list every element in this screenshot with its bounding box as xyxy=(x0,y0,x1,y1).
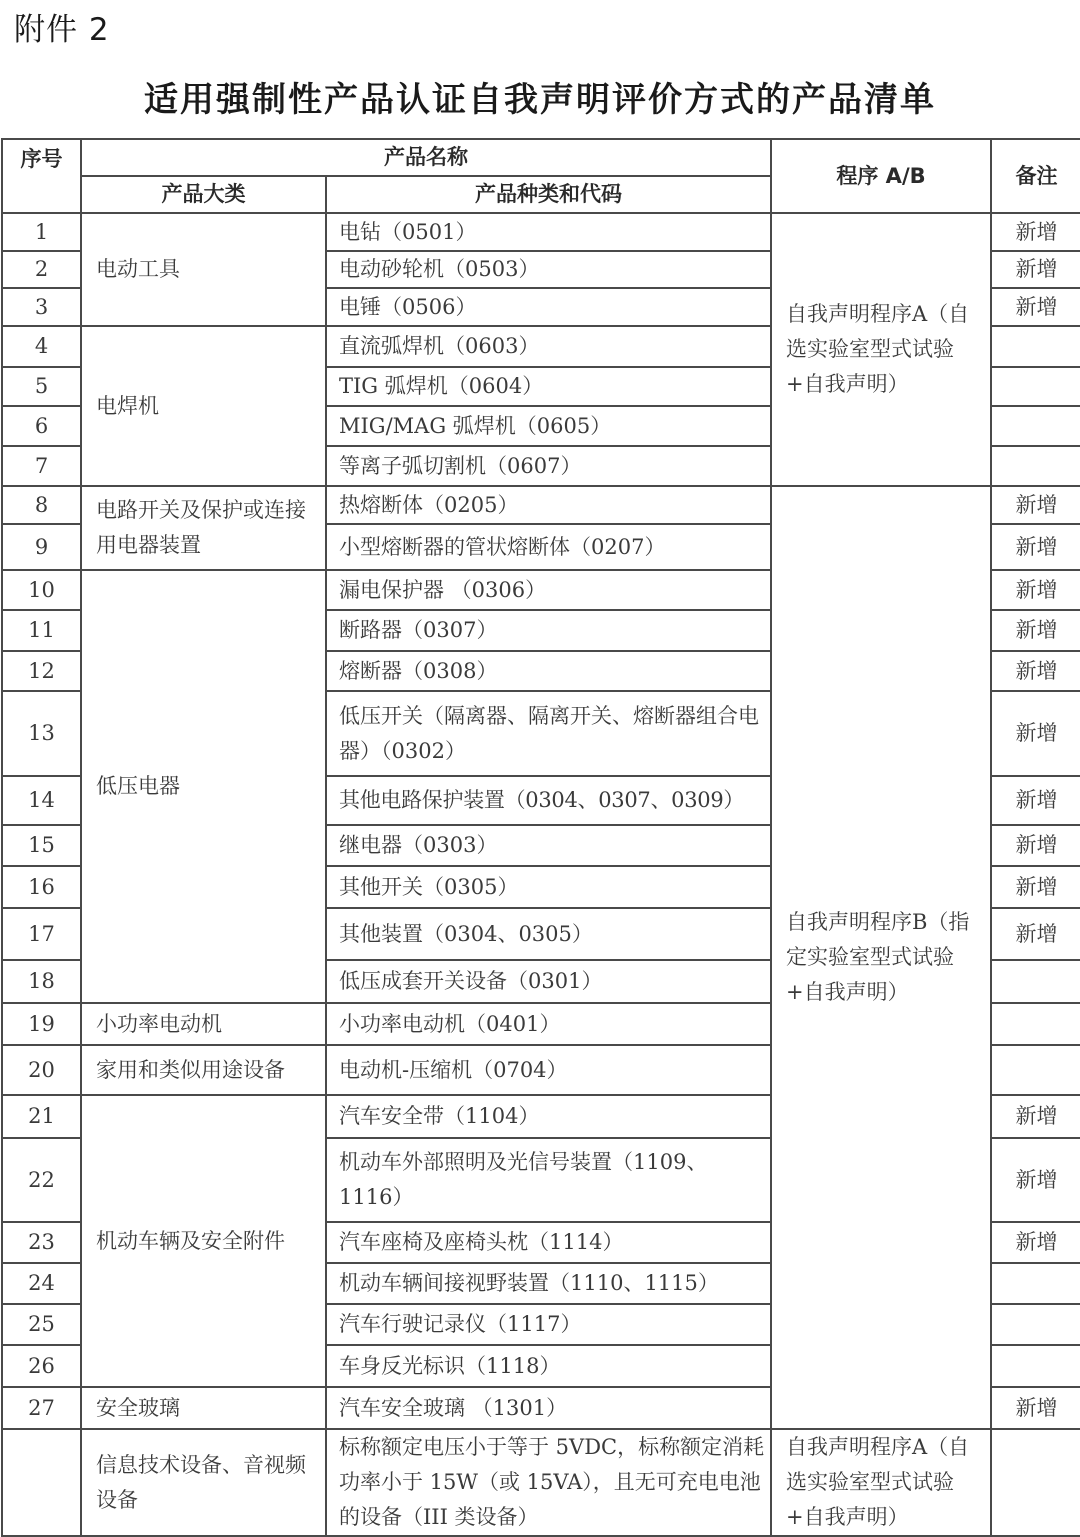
remark-cell: 新增 xyxy=(991,691,1080,776)
product-cell: 汽车安全玻璃 （1301） xyxy=(326,1387,771,1429)
remark-cell xyxy=(991,960,1080,1003)
procedure-cell: 自我声明程序A（自选实验室型式试验+自我声明） xyxy=(771,1429,991,1536)
seq-cell: 6 xyxy=(2,406,81,446)
product-cell: 低压成套开关设备（0301） xyxy=(326,960,771,1003)
seq-cell: 10 xyxy=(2,570,81,610)
remark-cell xyxy=(991,367,1080,406)
seq-cell: 21 xyxy=(2,1095,81,1138)
header-seq: 序号 xyxy=(2,139,81,213)
category-cell: 电焊机 xyxy=(81,326,326,486)
remark-cell xyxy=(991,326,1080,367)
seq-cell: 12 xyxy=(2,651,81,691)
remark-cell xyxy=(991,1045,1080,1095)
product-cell: 其他开关（0305） xyxy=(326,866,771,908)
seq-cell: 16 xyxy=(2,866,81,908)
product-cell: 汽车行驶记录仪（1117） xyxy=(326,1304,771,1345)
procedure-cell: 自我声明程序A（自选实验室型式试验+自我声明） xyxy=(771,213,991,486)
seq-cell: 9 xyxy=(2,524,81,570)
category-cell: 机动车辆及安全附件 xyxy=(81,1095,326,1387)
remark-cell: 新增 xyxy=(991,213,1080,251)
remark-cell: 新增 xyxy=(991,908,1080,960)
product-cell: 机动车外部照明及光信号装置（1109、1116） xyxy=(326,1138,771,1222)
remark-cell: 新增 xyxy=(991,825,1080,866)
product-cell: 熔断器（0308） xyxy=(326,651,771,691)
remark-cell: 新增 xyxy=(991,288,1080,326)
product-cell: 汽车座椅及座椅头枕（1114） xyxy=(326,1222,771,1263)
remark-cell xyxy=(991,1003,1080,1045)
product-cell: 电锤（0506） xyxy=(326,288,771,326)
seq-cell: 18 xyxy=(2,960,81,1003)
remark-cell: 新增 xyxy=(991,866,1080,908)
table-row xyxy=(2,213,1080,251)
category-cell: 电路开关及保护或连接用电器装置 xyxy=(81,486,326,570)
seq-cell: 3 xyxy=(2,288,81,326)
category-cell: 低压电器 xyxy=(81,570,326,1003)
header-procedure: 程序 A/B xyxy=(771,139,991,213)
remark-cell: 新增 xyxy=(991,524,1080,570)
remark-cell: 新增 xyxy=(991,251,1080,288)
category-cell: 安全玻璃 xyxy=(81,1387,326,1429)
seq-cell: 4 xyxy=(2,326,81,367)
remark-cell xyxy=(991,1304,1080,1345)
category-cell: 小功率电动机 xyxy=(81,1003,326,1045)
category-cell: 电动工具 xyxy=(81,213,326,326)
seq-cell: 19 xyxy=(2,1003,81,1045)
product-cell: 等离子弧切割机（0607） xyxy=(326,446,771,486)
product-cell: 电动机-压缩机（0704） xyxy=(326,1045,771,1095)
product-list-table xyxy=(1,138,1080,1537)
remark-cell xyxy=(991,1345,1080,1387)
seq-cell: 17 xyxy=(2,908,81,960)
product-cell: 断路器（0307） xyxy=(326,610,771,651)
procedure-cell: 自我声明程序B（指定实验室型式试验+自我声明） xyxy=(771,486,991,1429)
product-cell: 标称额定电压小于等于 5VDC，标称额定消耗功率小于 15W（或 15VA），且无可充电电池的设备（III 类设备） xyxy=(326,1429,771,1536)
product-cell: 热熔断体（0205） xyxy=(326,486,771,524)
seq-cell: 24 xyxy=(2,1263,81,1304)
header-type-and-code: 产品种类和代码 xyxy=(326,176,771,213)
product-cell: 继电器（0303） xyxy=(326,825,771,866)
product-cell: 电钻（0501） xyxy=(326,213,771,251)
product-cell: TIG 弧焊机（0604） xyxy=(326,367,771,406)
remark-cell xyxy=(991,1429,1080,1536)
product-cell: 小功率电动机（0401） xyxy=(326,1003,771,1045)
product-cell: 其他电路保护装置（0304、0307、0309） xyxy=(326,776,771,825)
seq-cell: 7 xyxy=(2,446,81,486)
category-cell: 信息技术设备、音视频设备 xyxy=(81,1429,326,1536)
remark-cell xyxy=(991,446,1080,486)
seq-cell: 27 xyxy=(2,1387,81,1429)
product-cell: MIG/MAG 弧焊机（0605） xyxy=(326,406,771,446)
seq-cell: 11 xyxy=(2,610,81,651)
seq-cell: 23 xyxy=(2,1222,81,1263)
seq-cell: 15 xyxy=(2,825,81,866)
remark-cell: 新增 xyxy=(991,486,1080,524)
seq-cell: 22 xyxy=(2,1138,81,1222)
seq-cell: 8 xyxy=(2,486,81,524)
attachment-label: 附件 2 xyxy=(14,12,110,48)
seq-cell: 25 xyxy=(2,1304,81,1345)
table-row xyxy=(2,486,1080,524)
table-row xyxy=(2,1429,1080,1536)
remark-cell: 新增 xyxy=(991,1138,1080,1222)
remark-cell: 新增 xyxy=(991,570,1080,610)
seq-cell: 1 xyxy=(2,213,81,251)
header-category: 产品大类 xyxy=(81,176,326,213)
seq-cell: 14 xyxy=(2,776,81,825)
remark-cell xyxy=(991,1263,1080,1304)
remark-cell: 新增 xyxy=(991,610,1080,651)
product-cell: 汽车安全带（1104） xyxy=(326,1095,771,1138)
header-remarks: 备注 xyxy=(991,139,1080,213)
product-cell: 其他装置（0304、0305） xyxy=(326,908,771,960)
product-cell: 漏电保护器 （0306） xyxy=(326,570,771,610)
remark-cell: 新增 xyxy=(991,1387,1080,1429)
product-cell: 直流弧焊机（0603） xyxy=(326,326,771,367)
remark-cell: 新增 xyxy=(991,651,1080,691)
product-cell: 机动车辆间接视野装置（1110、1115） xyxy=(326,1263,771,1304)
document-title: 适用强制性产品认证自我声明评价方式的产品清单 xyxy=(144,80,936,120)
seq-cell: 2 xyxy=(2,251,81,288)
product-cell: 车身反光标识（1118） xyxy=(326,1345,771,1387)
seq-cell: 5 xyxy=(2,367,81,406)
seq-cell: 20 xyxy=(2,1045,81,1095)
seq-cell: 13 xyxy=(2,691,81,776)
remark-cell: 新增 xyxy=(991,776,1080,825)
remark-cell: 新增 xyxy=(991,1222,1080,1263)
header-product-name: 产品名称 xyxy=(81,139,771,176)
remark-cell xyxy=(991,406,1080,446)
seq-cell xyxy=(2,1429,81,1536)
category-cell: 家用和类似用途设备 xyxy=(81,1045,326,1095)
product-cell: 小型熔断器的管状熔断体（0207） xyxy=(326,524,771,570)
product-cell: 电动砂轮机（0503） xyxy=(326,251,771,288)
remark-cell: 新增 xyxy=(991,1095,1080,1138)
seq-cell: 26 xyxy=(2,1345,81,1387)
product-cell: 低压开关（隔离器、隔离开关、熔断器组合电器）（0302） xyxy=(326,691,771,776)
